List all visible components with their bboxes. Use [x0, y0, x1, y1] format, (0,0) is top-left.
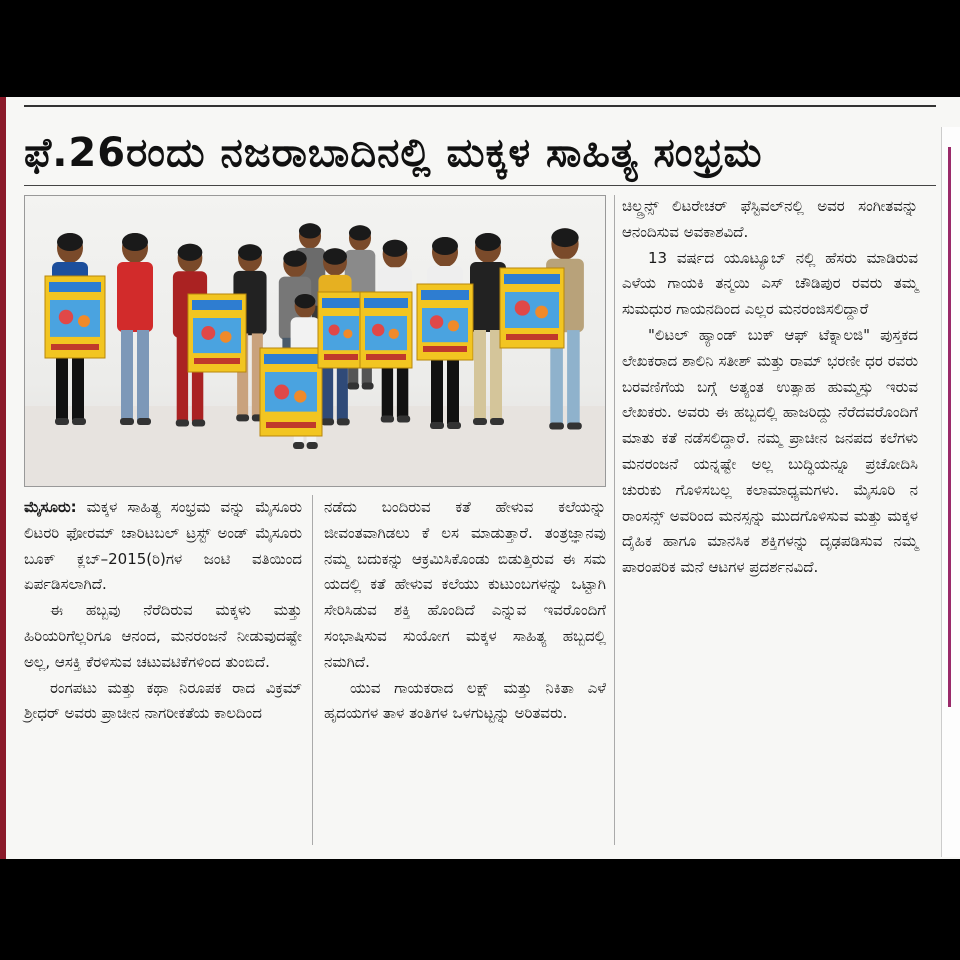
child-shoe [397, 416, 410, 423]
child-leg [567, 330, 580, 425]
poster-artwork [50, 300, 100, 337]
child-shoe [321, 418, 334, 425]
poster-figure [372, 324, 384, 336]
child-shoe [430, 422, 444, 429]
top-rule [24, 105, 936, 107]
child-hair [383, 240, 408, 257]
child-shoe [192, 420, 205, 427]
child-shoe [567, 423, 582, 430]
column-divider [614, 195, 615, 845]
poster-artwork [365, 316, 407, 350]
poster-title-band [322, 298, 360, 308]
poster-figure [515, 300, 530, 315]
paragraph: ನಡೆದು ಬಂದಿರುವ ಕತೆ ಹೇಳುವ ಕಲೆಯನ್ನು ಜೀವಂತವಾಗಿಡಲು ಕೆ ಲಸ ಮಾಡುತ್ತಾರೆ. ತಂತ್ರಜ್ಞಾನವು ನಮ್ಮ ಬದುಕನ್ನು ಆಕ್ರಮಿಸಿಕೊಂಡು ಬಿಡುತ್ತಿರುವ ಈ ಸಮ ಯದಲ್ಲಿ ಕತೆ ಹೇಳುವ ಕಲೆಯು ಕುಟುಂಬಗಳನ್ನು ಒಟ್ಟಾಗಿ ಸೇರಿಸಿಡುವ ಶಕ್ತಿ ಹೊಂದಿದೆ ಎನ್ನುವ ಇವರೊಂದಿಗೆ ಸಂಭಾಷಿಸುವ ಸುಯೋಗ ಮಕ್ಕಳ ಸಾಹಿತ್ಯ ಹಬ್ಬದಲ್ಲಿ ನಮಗಿದೆ. [324, 498, 606, 671]
column-divider [312, 495, 313, 845]
child-hair [323, 248, 347, 265]
paragraph: ಈ ಹಬ್ಬವು ನೆರೆದಿರುವ ಮಕ್ಕಳು ಮತ್ತು ಹಿರಿಯರಿಗೆಲ್ಲರಿಗೂ ಆನಂದ, ಮನರಂಜನೆ ನೀಡುವುದಷ್ಟೇ ಅಲ್ಲ, ಆಸಕ್ತಿ ಕೆರಳಿಸುವ ಚಟುವಟಿಕೆಗಳಿಂದ ತುಂಬಿದೆ. [24, 601, 302, 671]
poster-footer [423, 346, 467, 352]
poster-figure [430, 315, 443, 328]
child-hair [295, 294, 316, 308]
poster-artwork [323, 316, 359, 350]
child-shoe [55, 418, 69, 425]
child-shoe [347, 383, 359, 390]
headline: ಫೆ.26ರಂದು ನಜರಾಬಾದಿನಲ್ಲಿ ಮಕ್ಕಳ ಸಾಹಿತ್ಯ ಸಂಭ್ರಮ [24, 130, 763, 176]
paragraph: ಮಕ್ಕಳ ಸಾಹಿತ್ಯ ಸಂಭ್ರಮ ವನ್ನು ಮೈಸೂರು ಲಿಟರರಿ ಫೋರಮ್ ಚಾರಿಟಬಲ್ ಟ್ರಸ್ಟ್ ಅಂಡ್ ಮೈಸೂರು ಬೂಕ್ ಕ್ಲಬ್–2015(ರಿ)ಗಳ ಜಂಟಿ ವತಿಯಿಂದ ಏರ್ಪಡಿಸಲಾಗಿದೆ. [24, 498, 302, 594]
child-shoe [176, 420, 189, 427]
child-hair [551, 228, 578, 247]
poster-figure [274, 385, 289, 400]
article-column-2 [324, 495, 606, 727]
child-hair [432, 237, 458, 255]
child-shoe [362, 383, 374, 390]
poster-figure [448, 320, 459, 331]
poster-figure [59, 310, 73, 324]
poster-footer [506, 334, 558, 340]
poster-title-band [49, 282, 101, 292]
paragraph: 13 ವರ್ಷದ ಯೂಟ್ಯೂಬ್ ನಲ್ಲಿ ಹೆಸರು ಮಾಡಿರುವ ಎಳೆಯ ಗಾಯಕಿ ತನ್ಮಯಿ ಎಸ್ ಚೌಡಿಪುರ ರವರು ತಮ್ಮ ಸುಮಧುರ ಗಾಯನದಿಂದ ಎಲ್ಲರ ಮನರಂಜಿಸಲಿದ್ದಾರೆ [622, 248, 918, 319]
poster-title-band [421, 290, 469, 300]
poster-figure [535, 306, 548, 319]
poster-title-band [504, 274, 560, 284]
group-photo [24, 195, 606, 487]
poster-footer [51, 344, 99, 350]
child-shoe [447, 422, 461, 429]
child-leg [137, 330, 149, 420]
child-leg [177, 336, 188, 422]
article-column-3 [622, 194, 918, 581]
poster-title-band [192, 300, 242, 310]
child-hair [57, 233, 83, 251]
poster-artwork [265, 372, 317, 412]
headline-rule [24, 185, 936, 186]
poster-figure [343, 329, 352, 338]
child-hair [122, 233, 148, 251]
child-hair [475, 233, 501, 251]
bottom-black-bar [0, 859, 960, 960]
child-shoe [293, 442, 304, 449]
child-body [117, 262, 153, 332]
child-shoe [337, 418, 350, 425]
poster-figure [78, 315, 90, 327]
child-hair [349, 225, 371, 240]
child-shoe [490, 418, 504, 425]
poster-title-band [364, 298, 408, 308]
poster-footer [324, 354, 358, 360]
poster-artwork [422, 308, 468, 342]
dateline: ಮೈಸೂರು: [24, 498, 77, 516]
child-shoe [137, 418, 151, 425]
child-leg [474, 330, 486, 420]
child-shoe [381, 416, 394, 423]
poster-figure [389, 329, 399, 339]
article-column-1 [24, 495, 302, 727]
child-hair [238, 244, 262, 261]
poster-figure [220, 331, 232, 343]
child-hair [178, 244, 203, 261]
child-shoe [473, 418, 487, 425]
child-shoe [549, 423, 564, 430]
adjacent-page-rule [948, 147, 951, 707]
adjacent-page-strip [941, 127, 960, 857]
poster-figure [201, 326, 215, 340]
child-leg [121, 330, 133, 420]
left-margin-rule [0, 97, 6, 859]
child-hair [283, 251, 306, 267]
paragraph: ಚಿಲ್ಡ್ರನ್ಸ್ ಲಿಟರೇಚರ್ ಫೆಸ್ಟಿವಲ್‌ನಲ್ಲಿ ಅವರ ಸಂಗೀತವನ್ನು ಆನಂದಿಸುವ ಅವಕಾಶವಿದೆ. [622, 197, 918, 241]
child-shoe [120, 418, 134, 425]
poster-artwork [505, 292, 559, 328]
poster-footer [194, 358, 240, 364]
child-shoe [307, 442, 318, 449]
poster-footer [266, 422, 316, 428]
poster-figure [294, 390, 306, 402]
children-with-posters-illustration [25, 196, 605, 486]
paragraph: ರಂಗಪಟು ಮತ್ತು ಕಥಾ ನಿರೂಪಕ ರಾದ ವಿಕ್ರಮ್ ಶ್ರೀಧರ್ ಅವರು ಪ್ರಾಚೀನ ನಾಗರೀಕತೆಯ ಕಾಲದಿಂದ [24, 678, 302, 723]
poster-figure [329, 324, 340, 335]
poster-artwork [193, 318, 241, 353]
child-hair [299, 223, 321, 238]
child-shoe [236, 414, 249, 421]
newspaper-clipping [0, 97, 960, 859]
paragraph: ಯುವ ಗಾಯಕರಾದ ಲಕ್ಷ್ ಮತ್ತು ನಿಕಿತಾ ಎಳೆ ಹೃದಯಗಳ ತಾಳ ತಂತಿಗಳ ಒಳಗುಟ್ಟನ್ನು ಅರಿತವರು. [324, 678, 606, 723]
paragraph: "ಲಿಟಲ್ ಹ್ಯಾಂಡ್ ಬುಕ್ ಆಫ್ ಟೆಕ್ನಾಲಜಿ" ಪುಸ್ತಕದ ಲೇಖಕರಾದ ಶಾಲಿನಿ ಸತೀಶ್ ಮತ್ತು ರಾಮ್ ಭರಣೀ ಧರ ರವರು ಬರವಣಿಗೆಯ ಬಗ್ಗೆ ಅತ್ಯಂತ ಉತ್ಸಾಹ ಹುಮ್ಮಸ್ಸು ಇರುವ ಲೇಖಕರು. ಅವರು ಈ ಹಬ್ಬದಲ್ಲಿ ಹಾಜರಿದ್ದು ನೆರೆದವರೊಂದಿಗೆ ಮಾತು ಕತೆ ನಡೆಸಲಿದ್ದಾರೆ. ನಮ್ಮ ಪ್ರಾಚೀನ ಜನಪದ ಕಲೆಗಳು ಮನರಂಜನೆ ಯನ್ನಷ್ಟೇ ಅಲ್ಲ ಬುದ್ಧಿಯನ್ನೂ ಪ್ರಚೋದಿಸಿ ಚುರುಕು ಗೊಳಿಸಬಲ್ಲ ಕಲಾಮಾಧ್ಯಮಗಳು. ಮೈಸೂರಿ ನ ರಾಂಸನ್ಸ್ ಅವರಿಂದ ಮನಸ್ಸನ್ನು ಮುದಗೊಳಿಸುವ ಮತ್ತು ಮಕ್ಕಳ ದೈಹಿಕ ಹಾಗೂ ಮಾನಸಿಕ ಶಕ್ತಿಗಳನ್ನು ದೃಢಪಡಿಸುವ ನಮ್ಮ ಪಾರಂಪರಿಕ ಮನೆ ಆಟಗಳ ಪ್ರದರ್ಶನವಿದೆ. [622, 325, 918, 577]
poster-footer [366, 354, 406, 360]
child-shoe [72, 418, 86, 425]
poster-title-band [264, 354, 318, 364]
